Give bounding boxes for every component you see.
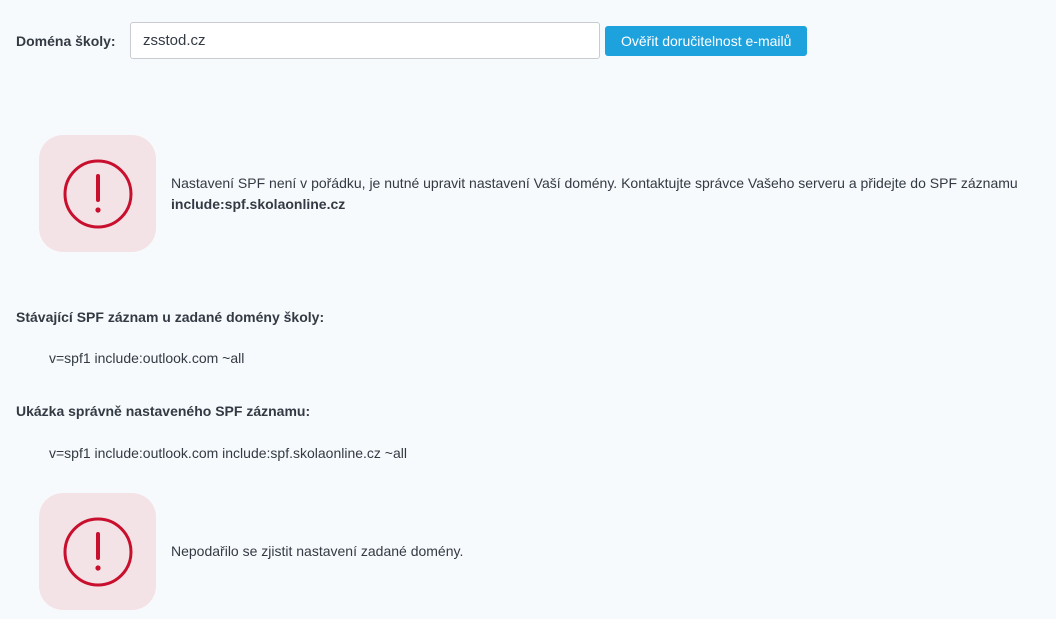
example-record-value: v=spf1 include:outlook.com include:spf.skolaonline.cz ~all [49,445,407,461]
domain-form [16,22,807,59]
domain-input[interactable] [130,22,600,59]
alert-icon-box [39,135,156,252]
exclamation-circle-icon [62,516,134,588]
domain-label: Doména školy: [16,32,116,49]
domain-alert-message: Nepodařilo se zjistit nastavení zadané domény. [171,543,464,559]
spf-alert-message [171,173,1018,215]
spf-alert-text: Nastavení SPF není v pořádku, je nutné upravit nastavení Vaší domény. Kontaktujte správce Vašeho serveru a přidejte do SPF záznamu [171,174,1018,191]
verify-email-deliverability-button[interactable]: Ověřit doručitelnost e-mailů [605,26,807,56]
domain-alert [39,493,463,610]
spf-include-value: include:spf.skolaonline.cz [171,195,346,212]
spf-alert [39,135,1018,252]
exclamation-circle-icon [62,158,134,230]
alert-icon-box [39,493,156,610]
example-record-heading: Ukázka správně nastaveného SPF záznamu: [16,403,311,419]
current-record-value: v=spf1 include:outlook.com ~all [49,350,245,366]
current-record-heading: Stávající SPF záznam u zadané domény školy: [16,309,325,325]
